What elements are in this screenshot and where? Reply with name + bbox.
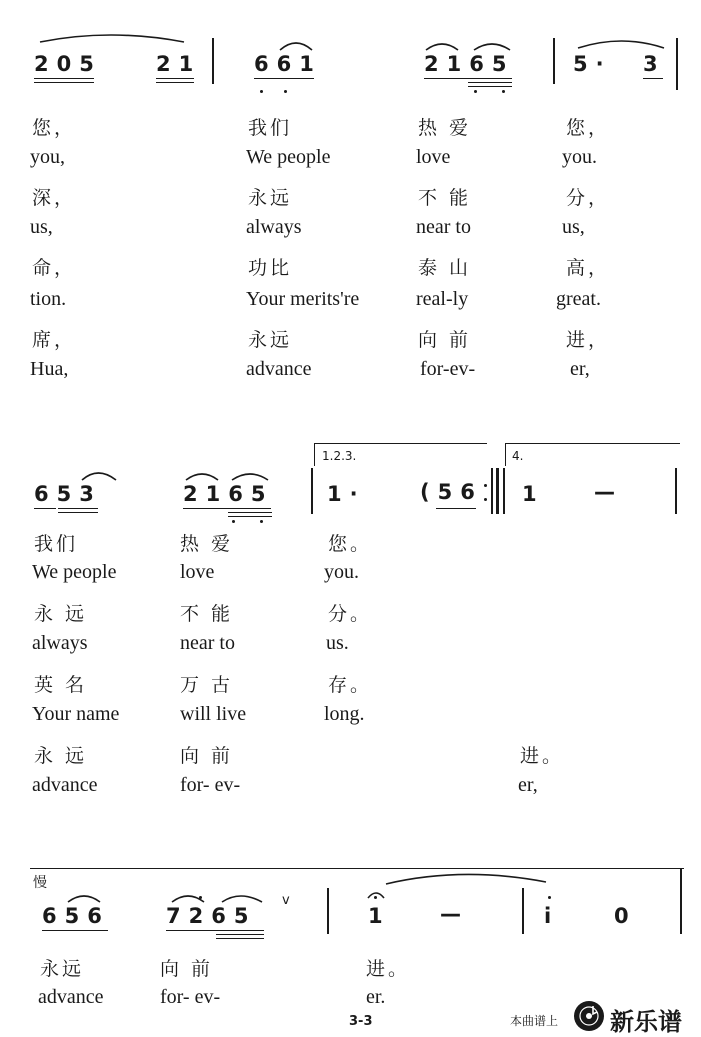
page-number: 3-3 [349, 1014, 373, 1029]
slur [280, 43, 312, 50]
slur [186, 474, 218, 480]
lyric-zh: 不 能 [180, 603, 234, 625]
lyric-en: always [246, 216, 302, 238]
slur [40, 35, 184, 42]
lyric-en: er, [570, 358, 590, 380]
lyric-zh: 进， [566, 329, 611, 351]
lyric-en: real-ly [416, 288, 469, 310]
note-group: 205 [34, 52, 102, 76]
slur [222, 896, 262, 902]
lyric-en: you. [324, 561, 359, 583]
lyric-zh: 我们 [248, 117, 293, 139]
lyric-zh: 向 前 [160, 958, 214, 980]
slur [578, 41, 664, 48]
source-text: 本曲谱上 [510, 1014, 559, 1028]
note-group: i [544, 904, 560, 928]
slur [426, 44, 458, 50]
lyric-zh: 向 前 [180, 745, 234, 767]
music-disc-icon [573, 1000, 605, 1032]
note-group: — [594, 480, 623, 504]
lyric-zh: 热 爱 [418, 117, 472, 139]
note-group: 656 [42, 904, 110, 928]
site-logo: 新乐谱 [610, 1008, 682, 1036]
lyric-en: advance [38, 986, 104, 1008]
lyric-en: er, [518, 774, 538, 796]
slur [68, 896, 100, 902]
lyric-en: advance [32, 774, 98, 796]
lyric-en: Your merits're [246, 288, 360, 310]
lyric-zh: 存。 [328, 674, 373, 696]
lyric-en: you, [30, 146, 65, 168]
slur [82, 473, 116, 480]
tie [386, 874, 546, 884]
lyric-zh: 向 前 [418, 329, 472, 351]
lyric-en: Your name [32, 703, 120, 725]
note-group: (56 [420, 480, 483, 504]
lyric-en: for- ev- [180, 774, 241, 796]
lyric-zh: 分。 [328, 603, 373, 625]
tempo-mark: 慢 [33, 875, 50, 891]
note-group: 3 [643, 52, 666, 76]
lyric-en: love [180, 561, 215, 583]
lyric-zh: 功比 [248, 257, 293, 279]
lyric-zh: 您， [566, 117, 611, 139]
volta-label: 4. [512, 449, 524, 463]
note-group: 653 [34, 482, 102, 506]
lyric-en: near to [416, 216, 471, 238]
lyric-en: for-ev- [420, 358, 476, 380]
lyric-en: near to [180, 632, 235, 654]
lyric-zh: 永远 [40, 958, 85, 980]
lyric-en: long. [324, 703, 365, 725]
note-group: 0 [614, 904, 637, 928]
lyric-en: us, [562, 216, 585, 238]
note-group: 2165 [424, 52, 515, 76]
lyric-en: you. [562, 146, 597, 168]
note-group: 7265 [166, 904, 257, 928]
lyric-zh: 您， [32, 117, 77, 139]
fermata-icon [368, 893, 384, 898]
lyric-zh: 热 爱 [180, 533, 234, 555]
lyric-zh: 不 能 [418, 187, 472, 209]
note-group: 1 [522, 482, 545, 506]
lyric-en: tion. [30, 288, 67, 310]
lyric-zh: 分， [566, 187, 611, 209]
lyric-en: er. [366, 986, 386, 1008]
lyric-zh: 命， [32, 257, 77, 279]
slur [172, 896, 204, 902]
lyric-zh: 永远 [248, 329, 293, 351]
lyric-zh: 万 古 [180, 674, 234, 696]
lyric-zh: 永 远 [34, 745, 88, 767]
lyric-zh: 高， [566, 257, 611, 279]
lyric-en: for- ev- [160, 986, 221, 1008]
lyric-en: We people [246, 146, 331, 168]
lyric-en: advance [246, 358, 312, 380]
lyric-en: We people [32, 561, 117, 583]
lyric-zh: 永 远 [34, 603, 88, 625]
lyric-zh: 永远 [248, 187, 293, 209]
lyric-en: us. [326, 632, 349, 654]
note-group: 21 [156, 52, 202, 76]
lyric-zh: 席， [32, 329, 77, 351]
lyric-zh: 泰 山 [418, 257, 472, 279]
note-group: 2165 [183, 482, 274, 506]
lyric-en: great. [556, 288, 601, 310]
lyric-zh: 进。 [366, 958, 411, 980]
note-group: 1 [368, 904, 391, 928]
note-group: 1· [327, 482, 366, 506]
lyric-en: love [416, 146, 451, 168]
breath-mark: v [282, 893, 290, 908]
lyric-zh: 我们 [34, 533, 79, 555]
lyric-zh: 深， [32, 187, 77, 209]
slur [474, 44, 510, 50]
lyric-zh: 英 名 [34, 674, 88, 696]
lyric-en: will live [180, 703, 247, 725]
slur [232, 474, 268, 480]
lyric-en: always [32, 632, 88, 654]
lyric-zh: 进。 [520, 745, 565, 767]
lyric-en: us, [30, 216, 53, 238]
volta-label: 1.2.3. [322, 449, 357, 463]
note-group: 5· [573, 52, 612, 76]
note-group: — [440, 902, 469, 926]
lyric-zh: 您。 [328, 533, 373, 555]
note-group: 661 [254, 52, 322, 76]
lyric-en: Hua, [30, 358, 69, 380]
